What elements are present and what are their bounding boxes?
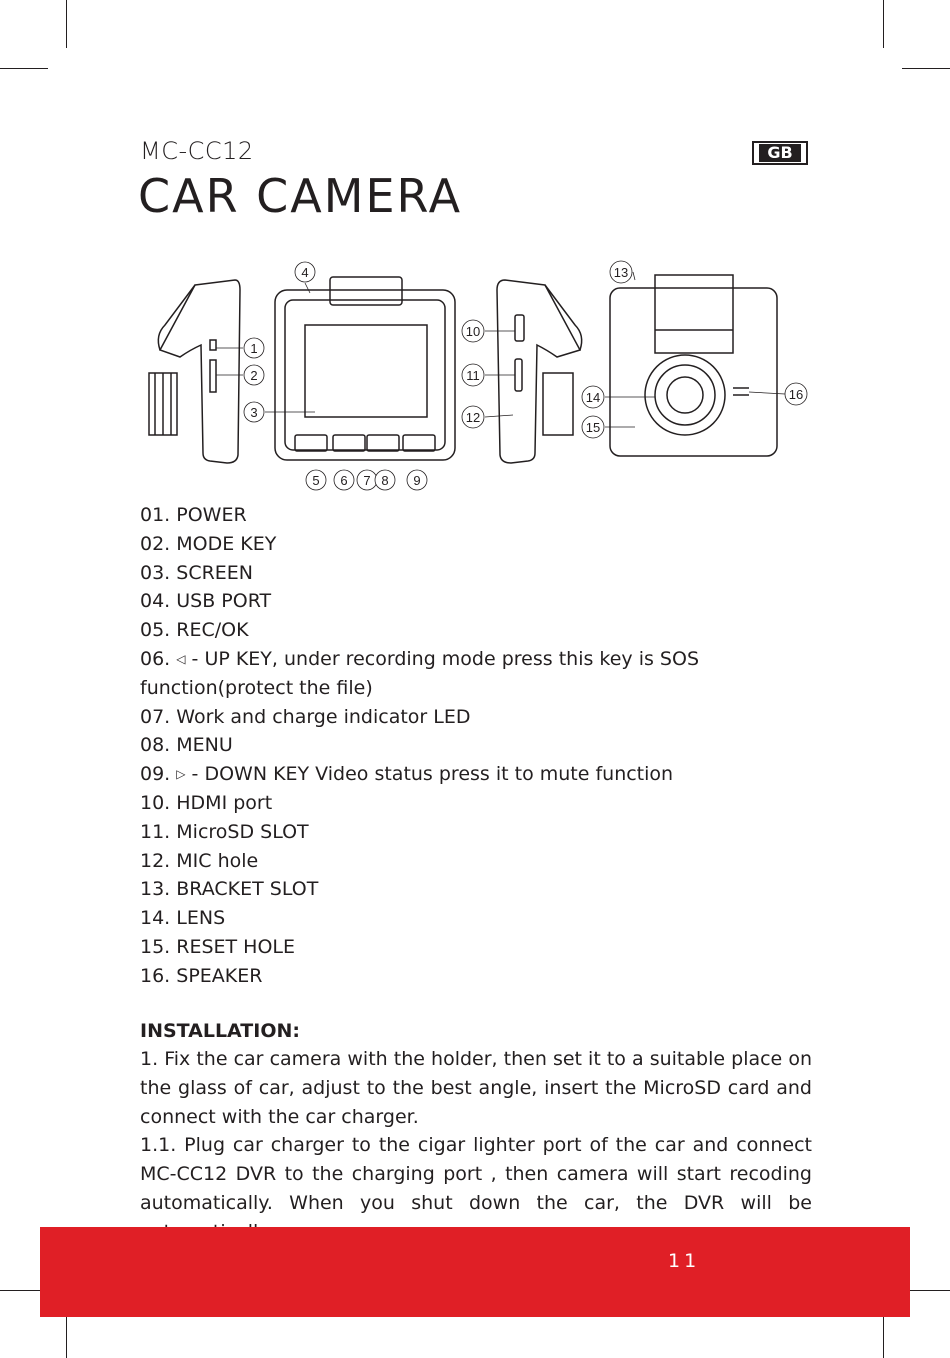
list-item: [140, 530, 812, 559]
item-number: 02.: [140, 532, 171, 555]
list-item: [140, 587, 812, 616]
list-item: [140, 703, 812, 732]
item-number: 07.: [140, 705, 171, 728]
camera-front-view: [275, 277, 455, 460]
camera-back-view: [610, 275, 777, 456]
item-number: 11.: [140, 820, 171, 843]
callout-label: 12: [465, 410, 481, 425]
installation-step: 1.1. Plug car charger to the cigar lighter port of the car and connect MC-CC12 DVR to the charging port , then camera will start recoding automatically. When you shut down the car, the DVR will be: [140, 1134, 812, 1214]
callout-label: 7: [363, 473, 371, 488]
crop-mark: [883, 0, 884, 48]
installation-text: [140, 1045, 812, 1247]
crop-mark: [883, 1310, 884, 1358]
left-triangle-icon: ◁: [176, 651, 186, 666]
callout-label: 2: [250, 368, 258, 383]
camera-left-side-view: [149, 280, 240, 463]
item-text: RESET HOLE: [176, 935, 296, 958]
crop-mark: [902, 68, 950, 69]
list-item: [140, 904, 812, 933]
item-text: MENU: [176, 734, 233, 757]
callout-label: 11: [466, 368, 480, 383]
item-number: 08.: [140, 734, 171, 757]
callout-label: 4: [301, 265, 309, 280]
item-text: MicroSD SLOT: [176, 820, 309, 843]
parts-list: [140, 501, 812, 991]
item-text: LENS: [176, 907, 226, 930]
installation-step: 1. Fix the car camera with the holder, then set it to a suitable place on the glass of car, adjust to the best angle, insert the MicroSD card and connect with the car charger.: [140, 1048, 812, 1128]
list-item: [140, 760, 812, 789]
list-item: [140, 818, 812, 847]
item-number: 06.: [140, 647, 171, 670]
item-number: 14.: [140, 907, 171, 930]
item-text: SPEAKER: [176, 964, 263, 987]
list-item: [140, 847, 812, 876]
footer-band: [40, 1227, 910, 1317]
callout-label: 15: [585, 420, 601, 435]
item-number: 12.: [140, 849, 171, 872]
item-text: MIC hole: [176, 849, 259, 872]
item-number: 05.: [140, 619, 171, 642]
callout-label: 14: [585, 390, 601, 405]
camera-diagram: [135, 255, 815, 495]
list-item: [140, 645, 812, 703]
list-item: [140, 501, 812, 530]
item-number: 04.: [140, 590, 171, 613]
language-badge: [752, 141, 808, 165]
list-item: [140, 789, 812, 818]
crop-mark: [0, 68, 48, 69]
item-text: - UP KEY, under recording mode press this key is SOS function(protect the file): [140, 647, 699, 699]
item-text: Work and charge indicator LED: [176, 705, 471, 728]
item-number: 15.: [140, 935, 171, 958]
right-triangle-icon: ▷: [176, 767, 186, 782]
crop-mark: [66, 0, 67, 48]
item-number: 03.: [140, 561, 171, 584]
item-text: USB PORT: [176, 590, 272, 613]
callout-label: 5: [312, 473, 320, 488]
camera-right-side-view: [497, 280, 582, 463]
page-title: CAR CAMERA: [138, 169, 463, 223]
page-number: 11: [668, 1250, 701, 1272]
item-text: POWER: [176, 504, 247, 526]
callout-label: 9: [413, 473, 421, 488]
callout-label: 10: [465, 324, 481, 339]
item-text: REC/OK: [176, 619, 249, 642]
list-item: [140, 875, 812, 904]
callout-label: 6: [340, 473, 348, 488]
list-item: [140, 731, 812, 760]
installation-heading: INSTALLATION:: [140, 1020, 300, 1042]
item-text: BRACKET SLOT: [176, 878, 319, 901]
item-number: 01.: [140, 504, 171, 526]
model-number: MC-CC12: [140, 137, 254, 165]
list-item: [140, 616, 812, 645]
callout-label: 3: [250, 405, 258, 420]
item-text: SCREEN: [176, 561, 254, 584]
language-badge-label: GB: [759, 144, 800, 162]
item-text: MODE KEY: [176, 532, 277, 555]
item-number: 13.: [140, 878, 171, 901]
callout-label: 1: [250, 341, 258, 356]
item-text: - DOWN KEY Video status press it to mute function: [191, 763, 674, 786]
item-number: 09.: [140, 763, 171, 786]
list-item: [140, 933, 812, 962]
list-item: [140, 559, 812, 588]
crop-mark: [66, 1310, 67, 1358]
item-number: 16.: [140, 964, 171, 987]
item-number: 10.: [140, 791, 171, 814]
item-text: HDMI port: [176, 791, 273, 814]
callout-label: 13: [613, 265, 629, 280]
list-item: [140, 962, 812, 991]
callout-label: 16: [788, 387, 804, 402]
callout-label: 8: [381, 473, 389, 488]
